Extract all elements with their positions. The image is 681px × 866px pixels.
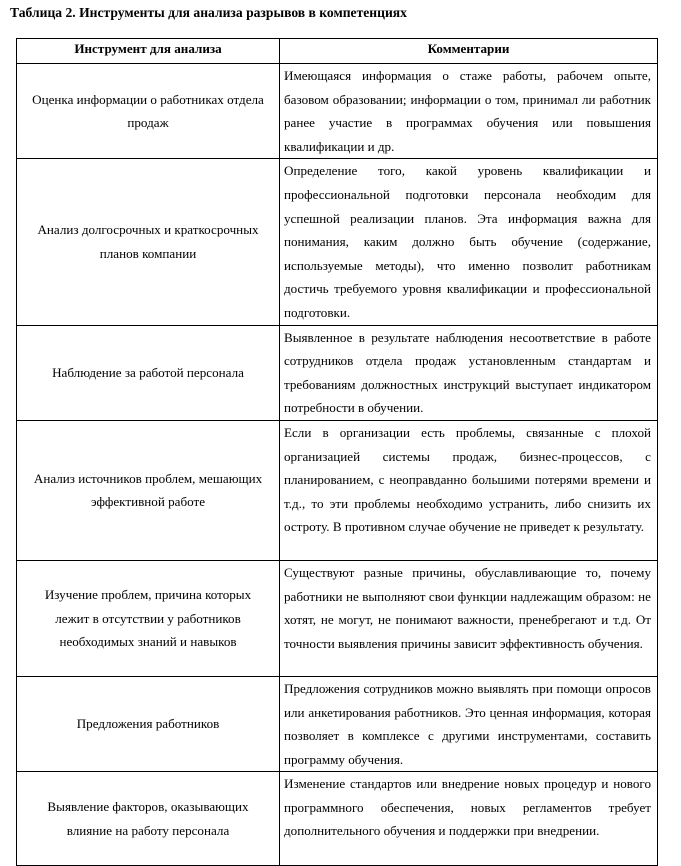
tool-cell: Выявление факторов, оказывающих влияние на работу персонала: [17, 772, 280, 866]
column-header-comments: Комментарии: [280, 39, 658, 64]
comment-cell: Предложения сотрудников можно выявлять при помощи опросов или анкетирования работников. Это ценная информация, которая позволяет в комплексе с другими инструментами, составить программу обучения.: [280, 676, 658, 771]
table-header-row: [17, 39, 658, 64]
table-row: [17, 420, 658, 560]
table-row: [17, 772, 658, 866]
table-row: [17, 560, 658, 676]
table-row: [17, 64, 658, 159]
tool-cell: Предложения работников: [17, 676, 280, 771]
tool-cell: Оценка информации о работниках отдела продаж: [17, 64, 280, 159]
tool-cell: Анализ источников проблем, мешающих эффективной работе: [17, 420, 280, 560]
table-row: [17, 676, 658, 771]
tool-cell: Изучение проблем, причина которых лежит в отсутствии у работников необходимых знаний и навыков: [17, 560, 280, 676]
table-row: [17, 159, 658, 325]
table-row: [17, 325, 658, 420]
comment-cell: Если в организации есть проблемы, связанные с плохой организацией системы продаж, бизнес-процессов, с планированием, с неоправданно большими потерями времени и т.д., то эти проблемы необходимо устранить, либо снизить их остроту. В противном случае обучение не приведет к результату.: [280, 420, 658, 560]
comment-cell: Существуют разные причины, обуславливающие то, почему работники не выполняют свои функции надлежащим образом: не хотят, не могут, не понимают важности, пренебрегают и т.д. От точности выявления причины зависит эффективность обучения.: [280, 560, 658, 676]
tool-cell: Наблюдение за работой персонала: [17, 325, 280, 420]
table-title: Таблица 2. Инструменты для анализа разрывов в компетенциях: [10, 5, 407, 20]
comment-cell: Выявленное в результате наблюдения несоответствие в работе сотрудников отдела продаж установленным стандартам и требованиям должностных инструкций выступает индикатором потребности в обучении.: [280, 325, 658, 420]
competency-gap-table: [16, 38, 658, 866]
comment-cell: Изменение стандартов или внедрение новых процедур и нового программного обеспечения, новых регламентов требует дополнительного обучения и поддержки при внедрении.: [280, 772, 658, 866]
comment-cell: Определение того, какой уровень квалификации и профессиональной подготовки персонала необходим для успешной реализации планов. Эта информация важна для понимания, каким должно быть обучение (содержание, используемые методы), что именно позволит работникам достичь требуемого уровня квалификации и профессиональной подготовки.: [280, 159, 658, 325]
column-header-tool: Инструмент для анализа: [17, 39, 280, 64]
tool-cell: Анализ долгосрочных и краткосрочных планов компании: [17, 159, 280, 325]
comment-cell: Имеющаяся информация о стаже работы, рабочем опыте, базовом образовании; информации о том, принимал ли работник ранее участие в программах обучения или повышения квалификации и др.: [280, 64, 658, 159]
